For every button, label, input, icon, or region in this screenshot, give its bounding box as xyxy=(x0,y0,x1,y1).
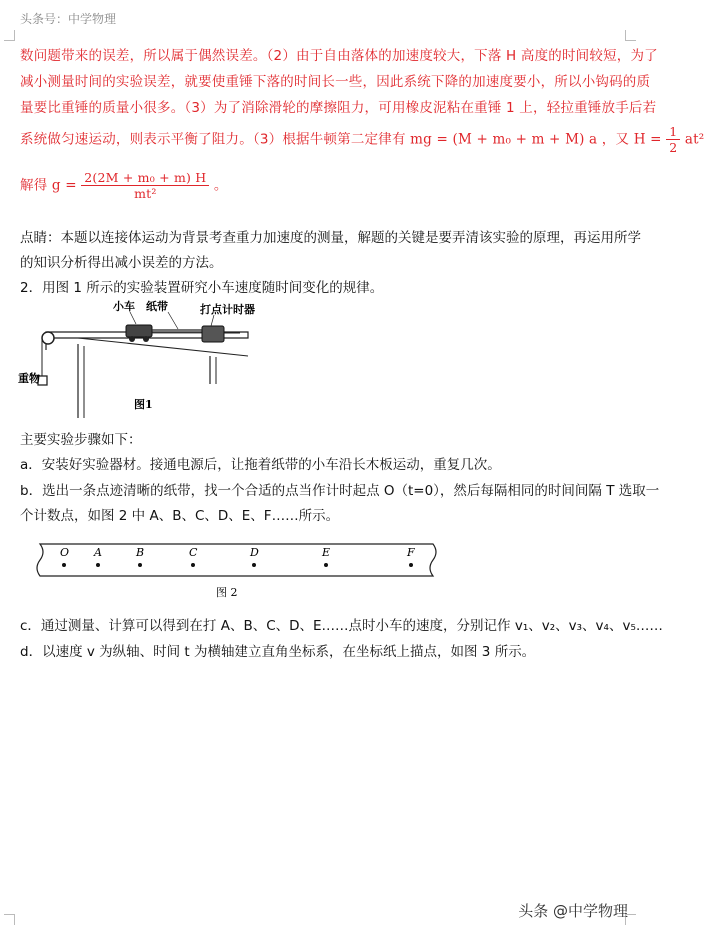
tape-point-dot-E xyxy=(324,563,328,567)
label-timer: 打点计时器 xyxy=(200,303,255,316)
tape-point-dot-O xyxy=(62,563,66,567)
step-a: a．安装好实验器材。接通电源后，让拖着纸带的小车沿长木板运动，重复几次。 xyxy=(20,457,501,473)
step-d: d．以速度 v 为纵轴、时间 t 为横轴建立直角坐标系，在坐标纸上描点，如图 3 所示。 xyxy=(20,644,536,660)
answer-line-5 xyxy=(20,170,228,201)
figure-2-tape xyxy=(38,538,438,600)
tape-point-label-F: F xyxy=(407,546,415,559)
figure-2-caption: 图 2 xyxy=(216,586,238,599)
figure-1-apparatus xyxy=(18,300,255,418)
watermark: 头条 @中学物理 xyxy=(518,902,628,920)
displacement-eq-right: at² xyxy=(684,131,704,148)
fraction-numerator: 2(2M + m₀ + m) H xyxy=(84,170,207,185)
comment-line-1: 点睛：本题以连接体运动为背景考查重力加速度的测量，解题的关键是要弄清该实验的原理，再运用所学 xyxy=(20,230,641,246)
tape-point-label-O: O xyxy=(60,546,70,559)
tape-point-dot-B xyxy=(138,563,142,567)
steps-title: 主要实验步骤如下： xyxy=(20,432,142,448)
answer-line-2: 减小测量时间的实验误差，就要使重锤下落的时间长一些，因此系统下降的加速度要小，所以小钩码的质 xyxy=(20,74,651,90)
tape-point-dot-F xyxy=(409,563,413,567)
source-header: 头条号：中学物理 xyxy=(20,12,117,26)
crop-mark xyxy=(4,914,15,925)
g-fraction xyxy=(81,170,209,201)
label-car: 小车 xyxy=(113,300,135,313)
fraction-numerator: 1 xyxy=(669,124,678,139)
step-b-line-1: b．选出一条点迹清晰的纸带，找一个合适的点当作计时起点 O（t=0），然后每隔相同的时间间隔 T 选取一 xyxy=(20,483,660,499)
newton-equation: mg = (M + m₀ + m + M) a xyxy=(410,131,598,148)
fraction-denominator: mt² xyxy=(81,185,209,201)
answer-line-5-prefix: 解得 xyxy=(20,177,48,194)
label-tape: 纸带 xyxy=(146,300,168,313)
tape-point-dot-A xyxy=(96,563,100,567)
displacement-eq-left: H = xyxy=(633,131,662,148)
step-c: c．通过测量、计算可以得到在打 A、B、C、D、E……点时小车的速度，分别记作 v₁、v₂、v₃、v₄、v₅…… xyxy=(20,618,663,634)
tape-point-label-D: D xyxy=(250,546,259,559)
answer-line-4-text: 系统做匀速运动，则表示平衡了阻力。（3）根据牛顿第二定律有 xyxy=(20,131,406,148)
tape-point-label-C: C xyxy=(189,546,198,559)
answer-line-4-mid: ，又 xyxy=(601,131,630,148)
crop-mark xyxy=(4,30,15,41)
question-2-title: 2．用图 1 所示的实验装置研究小车速度随时间变化的规律。 xyxy=(20,280,384,296)
comment-line-2: 的知识分析得出减小误差的方法。 xyxy=(20,255,223,271)
tape-point-dot-C xyxy=(191,563,195,567)
tape-point-dot-D xyxy=(252,563,256,567)
answer-line-3: 量要比重锤的质量小很多。（3）为了消除滑轮的摩擦阻力，可用橡皮泥粘在重锤 1 上，轻拉重锤放手后若 xyxy=(20,100,657,116)
tape-point-label-B: B xyxy=(136,546,145,559)
g-eq-left: g = xyxy=(51,177,77,194)
figure-1-caption: 图1 xyxy=(134,398,153,411)
tape-point-label-A: A xyxy=(94,546,102,559)
answer-line-1: 数问题带来的误差，所以属于偶然误差。（2）由于自由落体的加速度较大，下落 H 高度的时间较短，为了 xyxy=(20,48,658,64)
crop-mark xyxy=(625,30,636,41)
tape-point-label-E: E xyxy=(322,546,331,559)
step-b-line-2: 个计数点，如图 2 中 A、B、C、D、E、F……所示。 xyxy=(20,508,340,524)
answer-line-4 xyxy=(20,124,704,155)
half-fraction xyxy=(666,124,680,155)
label-weight: 重物 xyxy=(18,372,40,385)
answer-line-5-end: 。 xyxy=(213,177,228,194)
fraction-denominator: 2 xyxy=(666,139,680,155)
